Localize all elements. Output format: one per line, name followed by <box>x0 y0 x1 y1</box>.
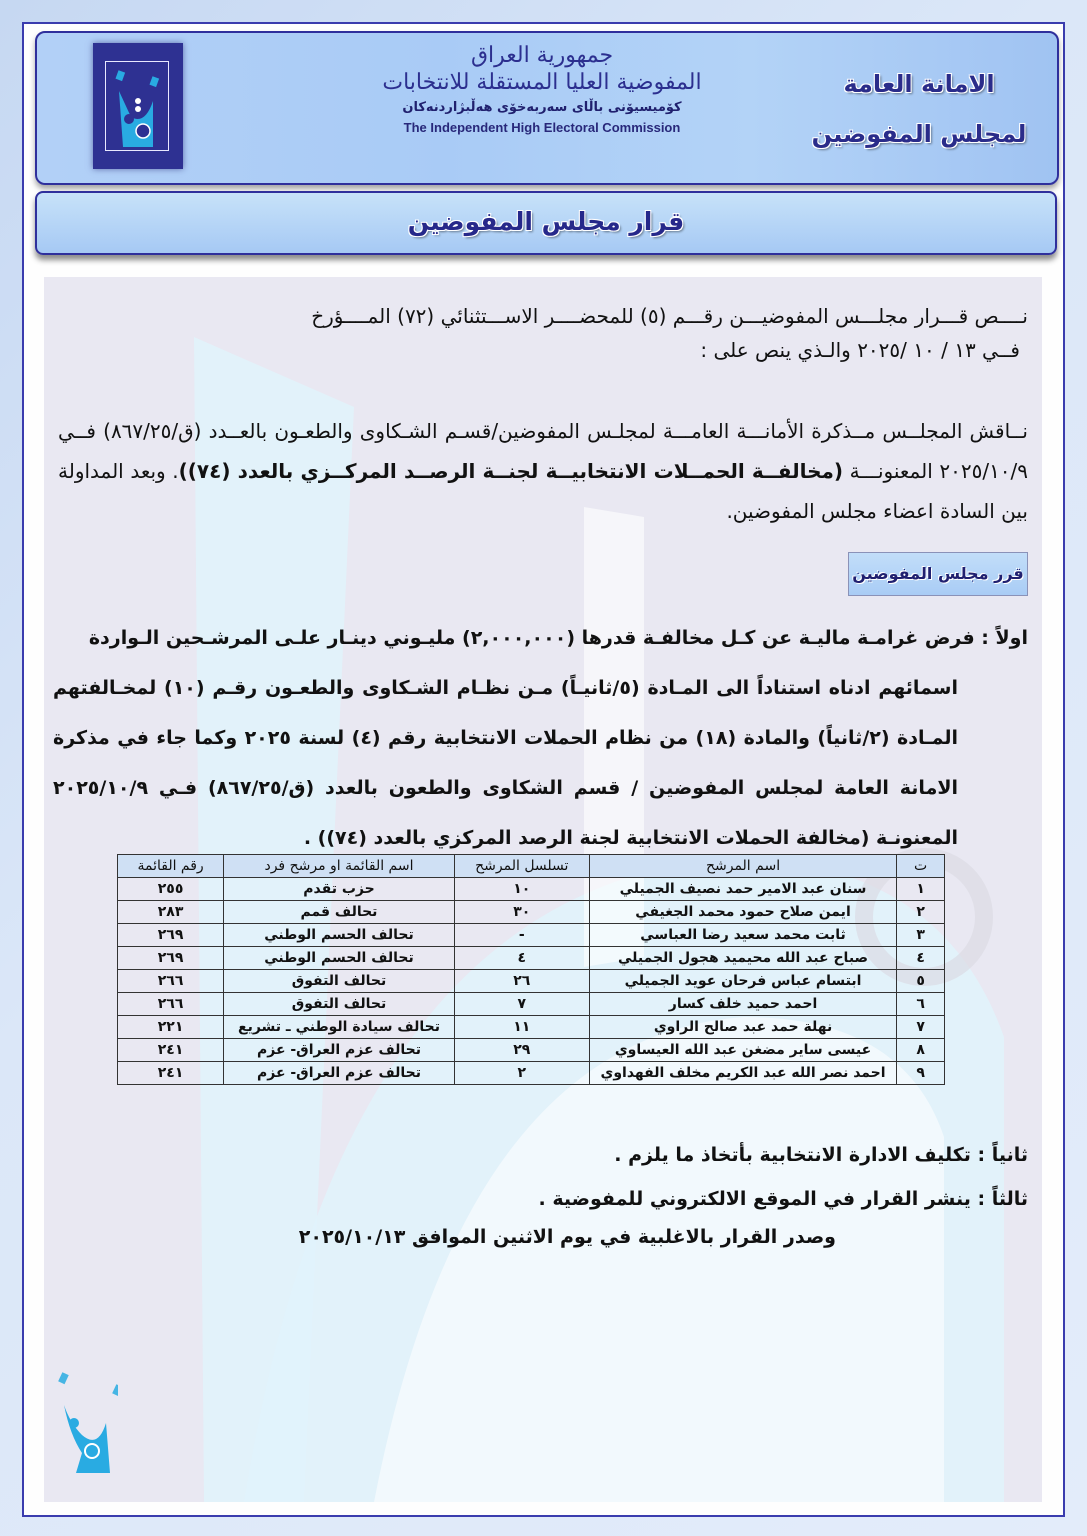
cell-candidate-name: ثابت محمد سعيد رضا العباسي <box>589 924 896 947</box>
cell-candidate-name: صباح عبد الله محيميد هجول الجميلي <box>589 947 896 970</box>
first-clause-line-1: اولاً : فرض غرامـة ماليـة عن كـل مخالفـة قدرها (٢,٠٠٠,٠٠٠) مليـوني دينـار علـى المرشـحين الـواردة <box>88 627 1028 649</box>
secretariat-title <box>809 59 1029 159</box>
commission-arabic: المفوضية العليا المستقلة للانتخابات <box>382 70 702 95</box>
cell-list-number: ٢٦٦ <box>118 970 224 993</box>
col-candidate-sequence: تسلسل المرشح <box>454 855 589 878</box>
republic-title: جمهورية العراق <box>470 43 614 68</box>
intro-line-2: فــي ١٣ / ١٠ /٢٠٢٥ والـذي ينص على : <box>700 338 1020 362</box>
table-row <box>118 924 945 947</box>
decision-label: قرر مجلس المفوضين <box>848 552 1028 596</box>
cell-candidate-sequence: ٤ <box>454 947 589 970</box>
intro-paragraph <box>58 299 1028 367</box>
table-row <box>118 901 945 924</box>
cell-index: ٤ <box>897 947 945 970</box>
commission-name <box>377 43 707 137</box>
table-row <box>118 1016 945 1039</box>
discussion-paragraph <box>58 411 1028 531</box>
second-clause: ثانياً : تكليف الادارة الانتخابية بأتخاذ ما يلزم . <box>614 1144 1028 1166</box>
discussion-text-1: نــاقش المجلــس مــذكرة الأمانـــة العامـــة لمجلـس المفوضين/قسـم الشـكاوى والطعـون بالعــدد (ق/٨٦٧/٢٥) فــي ٢٠٢٥/١٠/٩ المعنونـــة <box>58 419 1029 483</box>
cell-list-number: ٢٦٩ <box>118 924 224 947</box>
other-clauses <box>228 1133 1028 1221</box>
third-clause: ثالثاً : ينشر القرار في الموقع الالكتروني للمفوضية . <box>538 1188 1028 1210</box>
cell-list-name: حزب تقدم <box>224 878 455 901</box>
cell-list-number: ٢٦٩ <box>118 947 224 970</box>
discussion-text-2: . وبعد المداولة بين السادة اعضاء مجلس المفوضين. <box>58 459 1028 523</box>
letterhead <box>35 31 1059 185</box>
footer-logo-icon <box>48 1365 118 1475</box>
cell-list-name: تحالف الحسم الوطني <box>224 947 455 970</box>
cell-candidate-sequence: ٢ <box>454 1062 589 1085</box>
cell-candidate-sequence: - <box>454 924 589 947</box>
cell-list-number: ٢٦٦ <box>118 993 224 1016</box>
cell-candidate-sequence: ١٠ <box>454 878 589 901</box>
cell-candidate-name: ابتسام عباس فرحان عويد الجميلي <box>589 970 896 993</box>
table-row <box>118 993 945 1016</box>
cell-list-name: تحالف عزم العراق- عزم <box>224 1039 455 1062</box>
first-clause <box>53 613 1028 863</box>
cell-candidate-sequence: ٣٠ <box>454 901 589 924</box>
intro-line-1: نــــص قـــرار مجلـــس المفوضيـــن رقـــم (٥) للمحضــــر الاســـتثنائي (٧٢) المــــؤرخ <box>311 304 1028 328</box>
cell-candidate-name: احمد حميد خلف كسار <box>589 993 896 1016</box>
cell-candidate-sequence: ٢٦ <box>454 970 589 993</box>
cell-candidate-name: ايمن صلاح حمود محمد الجغيفي <box>589 901 896 924</box>
cell-list-name: تحالف التفوق <box>224 970 455 993</box>
secretariat-line-1: الامانة العامة <box>843 70 995 98</box>
decision-banner: قرار مجلس المفوضين <box>35 191 1057 255</box>
cell-list-number: ٢٤١ <box>118 1062 224 1085</box>
first-clause-continuation: اسمائهم ادناه استناداً الى المـادة (٥/ثانيـاً) مـن نظـام الشـكاوى والطعـون رقـم (١٠) لمخـالفتهم المـادة (٢/ثانياً) والمادة (١٨) من نظام الحملات الانتخابية رقم (٤) لسنة ٢٠٢٥ وكما جاء في مذكرة الامانة العامة لمجلس المفوضين / قسم الشكاوى والطعون بالعدد (ق/٨٦٧/٢٥) فـي ٢٠٢٥/١٠/٩ المعنونـة (مخالفة الحملات الانتخابية لجنة الرصد المركزي بالعدد (٧٤)) . <box>53 677 959 849</box>
table-row <box>118 1062 945 1085</box>
cell-index: ٣ <box>897 924 945 947</box>
cell-list-name: تحالف قمم <box>224 901 455 924</box>
cell-list-name: تحالف التفوق <box>224 993 455 1016</box>
cell-candidate-sequence: ٧ <box>454 993 589 1016</box>
cell-list-name: تحالف سيادة الوطني ـ تشريع <box>224 1016 455 1039</box>
cell-index: ٢ <box>897 901 945 924</box>
cell-candidate-name: سنان عبد الامير حمد نصيف الجميلي <box>589 878 896 901</box>
discussion-subject: (مخالفــة الحمــلات الانتخابيــة لجنــة الرصــد المركــزي بالعدد (٧٤)) <box>178 459 844 483</box>
col-index: ت <box>897 855 945 878</box>
cell-candidate-sequence: ٢٩ <box>454 1039 589 1062</box>
table-row <box>118 1039 945 1062</box>
table-row <box>118 947 945 970</box>
cell-list-number: ٢٥٥ <box>118 878 224 901</box>
cell-index: ٧ <box>897 1016 945 1039</box>
cell-candidate-name: احمد نصر الله عبد الكريم مخلف الفهداوي <box>589 1062 896 1085</box>
cell-index: ٩ <box>897 1062 945 1085</box>
cell-candidate-name: نهلة حمد عبد صالح الراوي <box>589 1016 896 1039</box>
cell-list-name: تحالف الحسم الوطني <box>224 924 455 947</box>
cell-index: ١ <box>897 878 945 901</box>
cell-candidate-name: عيسى ساير مضغن عبد الله العيساوي <box>589 1039 896 1062</box>
cell-list-name: تحالف عزم العراق- عزم <box>224 1062 455 1085</box>
col-list-number: رقم القائمة <box>118 855 224 878</box>
closing-statement: وصدر القرار بالاغلبية في يوم الاثنين الموافق ٢٠٢٥/١٠/١٣ <box>298 1226 836 1248</box>
ihec-logo <box>93 43 183 169</box>
col-candidate-name: اسم المرشح <box>589 855 896 878</box>
cell-list-number: ٢٢١ <box>118 1016 224 1039</box>
cell-index: ٥ <box>897 970 945 993</box>
commission-english: The Independent High Electoral Commission <box>403 120 681 135</box>
table-row <box>118 878 945 901</box>
col-list-name: اسم القائمة او مرشح فرد <box>224 855 455 878</box>
document-body <box>44 277 1042 1502</box>
cell-list-number: ٢٤١ <box>118 1039 224 1062</box>
voters-logo-icon <box>93 43 183 169</box>
secretariat-line-2: لمجلس المفوضين <box>811 120 1027 148</box>
cell-index: ٦ <box>897 993 945 1016</box>
table-header-row <box>118 855 945 878</box>
table-row <box>118 970 945 993</box>
cell-candidate-sequence: ١١ <box>454 1016 589 1039</box>
cell-index: ٨ <box>897 1039 945 1062</box>
cell-list-number: ٢٨٣ <box>118 901 224 924</box>
candidates-table <box>117 854 945 1085</box>
commission-kurdish: کۆمیسیۆنی باڵای سەربەخۆی هەڵبژاردنەکان <box>402 100 682 115</box>
